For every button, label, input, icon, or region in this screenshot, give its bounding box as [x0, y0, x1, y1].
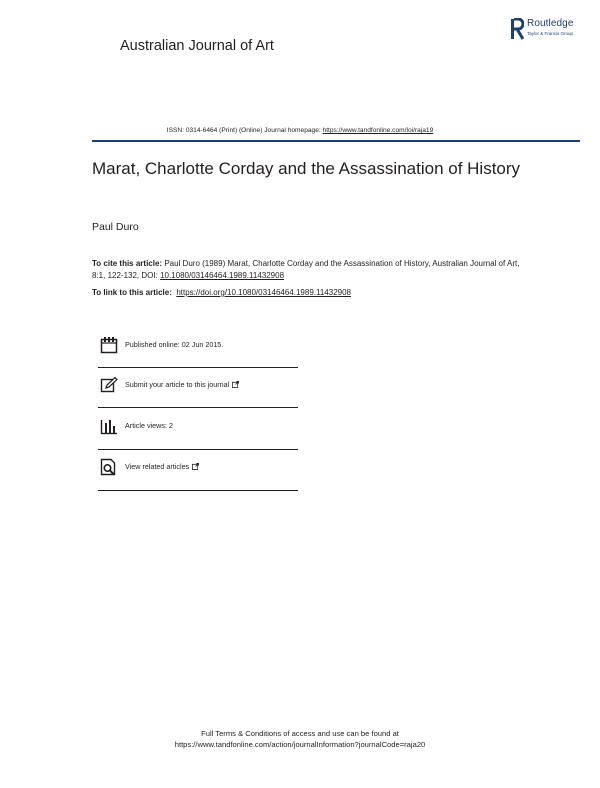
- article-title: Marat, Charlotte Corday and the Assassination of History: [92, 159, 521, 178]
- journal-title: Australian Journal of Art: [120, 38, 274, 54]
- edit-icon: [100, 376, 118, 394]
- info-divider: [98, 490, 298, 491]
- issn-text: ISSN: 0314-6464 (Print) (Online) Journal homepage:: [166, 127, 323, 134]
- footer-terms-link[interactable]: https://www.tandfonline.com/action/journalInformation?journalCode=raja20: [174, 740, 426, 749]
- info-divider: [98, 449, 298, 450]
- related-row[interactable]: [98, 458, 298, 490]
- info-divider: [98, 367, 298, 368]
- related-articles-link[interactable]: [125, 462, 199, 471]
- article-link[interactable]: https://doi.org/10.1080/03146464.1989.11432908: [176, 288, 351, 297]
- views-row: [98, 417, 298, 449]
- article-author: Paul Duro: [92, 221, 139, 233]
- issn-line: [0, 127, 600, 134]
- footer: [0, 728, 600, 750]
- bar-chart-icon: [100, 417, 118, 435]
- submit-label: Submit your article to this journal: [125, 380, 230, 389]
- citation-block: [92, 258, 522, 281]
- related-label: View related articles: [125, 462, 190, 471]
- calendar-icon: [100, 336, 118, 354]
- doi-link[interactable]: 10.1080/03146464.1989.11432908: [160, 270, 285, 280]
- published-date: Published online: 02 Jun 2015.: [125, 340, 224, 349]
- routledge-r-icon: [510, 18, 524, 40]
- publisher-name: Routledge: [527, 18, 574, 29]
- header-divider: [92, 140, 580, 142]
- submit-article-link[interactable]: [125, 380, 239, 389]
- footer-terms-text: Full Terms & Conditions of access and use can be found at: [201, 729, 399, 738]
- citation-text: Paul Duro (1989) Marat, Charlotte Corday and the Assassination of History, Australian Journal of Art, 8:1, 122-132, DOI:: [92, 259, 520, 280]
- published-row: [98, 336, 298, 368]
- citation-label: To cite this article:: [92, 259, 163, 268]
- related-articles-icon: [100, 458, 118, 476]
- journal-homepage-link[interactable]: https://www.tandfonline.com/loi/raja19: [322, 127, 434, 134]
- article-link-block: [92, 288, 522, 297]
- submit-row[interactable]: [98, 376, 298, 408]
- routledge-logo[interactable]: [510, 18, 590, 48]
- external-link-icon: [192, 463, 199, 470]
- article-views: Article views: 2: [125, 421, 173, 430]
- info-divider: [98, 407, 298, 408]
- external-link-icon: [232, 381, 239, 388]
- link-label: To link to this article:: [92, 288, 172, 297]
- publisher-subtitle: Taylor & Francis Group: [527, 31, 574, 36]
